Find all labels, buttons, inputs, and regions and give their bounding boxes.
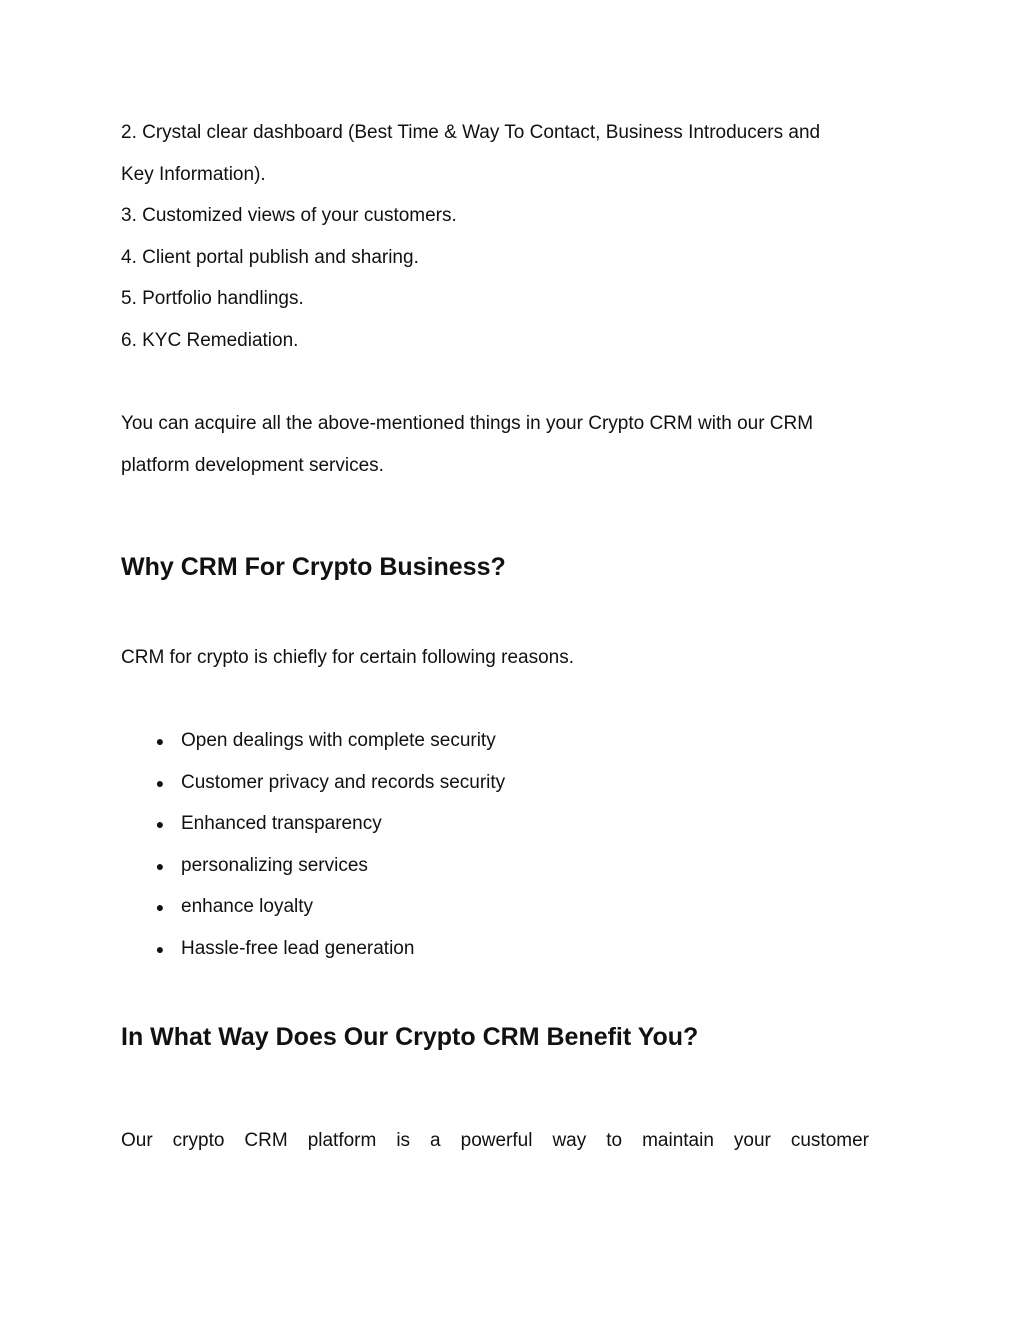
list-item-dashboard: 2. Crystal clear dashboard (Best Time & Way To Contact, Business Introducers and xyxy=(121,122,821,143)
list-item-dashboard-continued: Key Information). xyxy=(121,164,266,185)
paragraph-reasons-intro: CRM for crypto is chiefly for certain following reasons. xyxy=(121,647,574,668)
heading-benefit: In What Way Does Our Crypto CRM Benefit You? xyxy=(121,1023,699,1051)
reason-transparency: Enhanced transparency xyxy=(181,813,382,834)
list-item-customized-views: 3. Customized views of your customers. xyxy=(121,205,457,226)
bullet-icon: ● xyxy=(155,816,165,832)
bullet-icon: ● xyxy=(155,941,165,957)
heading-why-crm: Why CRM For Crypto Business? xyxy=(121,553,506,581)
reason-lead-generation: Hassle-free lead generation xyxy=(181,938,415,959)
bullet-icon: ● xyxy=(155,858,165,874)
reason-personalizing: personalizing services xyxy=(181,855,368,876)
reason-open-dealings: Open dealings with complete security xyxy=(181,730,496,751)
reason-loyalty: enhance loyalty xyxy=(181,896,314,917)
paragraph-benefit: Our crypto CRM platform is a powerful way to maintain your customer xyxy=(121,1130,869,1151)
bullet-icon: ● xyxy=(155,733,165,749)
list-item-portfolio: 5. Portfolio handlings. xyxy=(121,288,304,309)
list-item-kyc: 6. KYC Remediation. xyxy=(121,330,299,351)
paragraph-acquire-line-1: You can acquire all the above-mentioned things in your Crypto CRM with our CRM xyxy=(121,413,814,434)
bullet-icon: ● xyxy=(155,899,165,915)
paragraph-acquire-line-2: platform development services. xyxy=(121,455,384,476)
bullet-icon: ● xyxy=(155,775,165,791)
list-item-client-portal: 4. Client portal publish and sharing. xyxy=(121,247,419,268)
reason-customer-privacy: Customer privacy and records security xyxy=(181,772,506,793)
